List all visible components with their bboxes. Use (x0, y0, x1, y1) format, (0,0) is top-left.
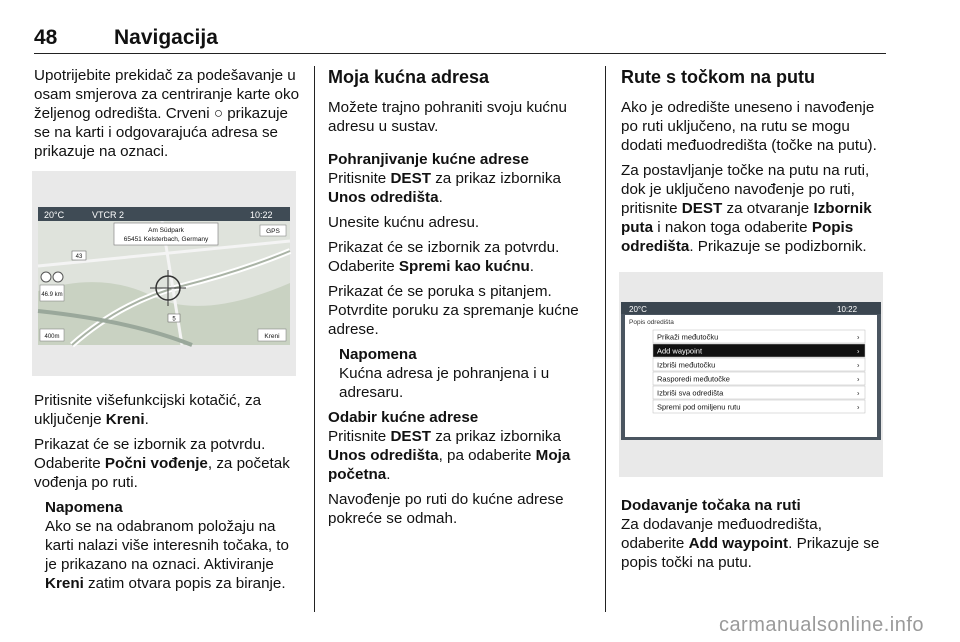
menu-time: 10:22 (837, 305, 858, 314)
distance-readout: 46.9 km (41, 292, 63, 298)
paragraph: Pritisnite DEST za prikaz izbornika Unos odredišta. (328, 170, 561, 206)
column-divider-1 (314, 66, 315, 612)
chevron-right-icon: › (857, 402, 860, 412)
paragraph: Navođenje po ruti do kućne adrese pokreće se odmah. (328, 491, 564, 527)
menu-item-label: Izbriši međutočku (657, 360, 716, 370)
term-kreni: Kreni (45, 575, 84, 592)
compass-icon[interactable] (41, 272, 51, 282)
paragraph: Prikazat će se izbornik za potvrdu. Odaberite Počni vođenje, za početak vođenja po ruti. (34, 436, 290, 491)
note-title: Napomena (45, 499, 123, 516)
paragraph: Unesite kućnu adresu. (328, 214, 480, 231)
chevron-right-icon: › (857, 374, 860, 384)
go-button-label: Kreni (264, 333, 280, 340)
map-screen (32, 171, 296, 376)
chevron-right-icon: › (857, 388, 860, 398)
header-rule (34, 53, 886, 54)
column-divider-2 (605, 66, 606, 612)
chevron-right-icon: › (857, 346, 860, 356)
zoom-icon[interactable] (53, 272, 63, 282)
term-kreni: Kreni (105, 411, 145, 428)
chevron-right-icon: › (857, 332, 860, 342)
map-street: VTCR 2 (92, 210, 125, 220)
map-temp: 20°C (44, 210, 65, 220)
page-number: 48 (34, 26, 58, 49)
paragraph: Upotrijebite prekidač za podešavanje u osam smjerova za centriranje karte oko željenog odredišta. Crveni ○ prikazuje se na karti i odgovarajuća adresa se prikazuje na oznaci. (34, 67, 300, 160)
page-header (34, 26, 886, 52)
paragraph: Za dodavanje međuodredišta, odaberite Add waypoint. Prikazuje se popis točki na putu. (621, 516, 880, 571)
menu-item-label: Prikaži međutočku (657, 332, 719, 342)
menu-title: Popis odredišta (629, 319, 674, 326)
paragraph: Pritisnite višefunkcijski kotačić, za uključenje Kreni. (34, 392, 262, 428)
note-block: Napomena Kućna adresa je pohranjena i u adresaru. (328, 345, 594, 402)
column-1 (34, 66, 300, 597)
menu-temp: 20°C (629, 305, 647, 314)
paragraph: Pritisnite DEST za prikaz izbornika Unos odredišta, pa odaberite Moja početna. (328, 428, 571, 483)
note-block: Napomena Ako se na odabranom položaju na karti nalazi više interesnih točaka, to je prikazano na oznaci. Aktiviranje Kreni zatim otvara popis za biranje. (34, 498, 300, 593)
section-title: Rute s točkom na putu (621, 67, 816, 87)
menu-item-label: Add waypoint (657, 346, 703, 356)
scale-readout: 400m (44, 334, 60, 340)
column-2 (328, 66, 594, 534)
watermark: carmanualsonline.info (718, 614, 924, 636)
gps-label: GPS (266, 228, 280, 235)
map-time: 10:22 (250, 210, 273, 220)
paragraph: Prikazat će se poruka s pitanjem. Potvrdite poruku za spremanje kućne adrese. (328, 283, 579, 338)
chapter-title: Navigacija (114, 26, 218, 49)
chevron-right-icon: › (857, 360, 860, 370)
menu-item-label: Izbriši sva odredišta (657, 388, 724, 398)
section-title: Moja kućna adresa (328, 67, 490, 87)
paragraph: Prikazat će se izbornik za potvrdu. Odaberite Spremi kao kućnu. (328, 239, 560, 275)
subsection-title: Dodavanje točaka na ruti (621, 497, 801, 514)
paragraph: Ako je odredište uneseno i navođenje po ruti uključeno, na rutu se mogu dodati međuodredišta (točke na putu). (621, 99, 877, 154)
menu-screen (619, 272, 883, 477)
menu-screen-figure (619, 272, 887, 482)
subsection-title: Pohranjivanje kućne adrese (328, 151, 529, 168)
map-label-line1: Am Südpark (148, 227, 184, 234)
term-pocni-vodenje: Počni vođenje (104, 455, 208, 472)
map-screen-figure (32, 171, 300, 381)
paragraph: Možete trajno pohraniti svoju kućnu adresu u sustav. (328, 99, 567, 135)
subsection-title: Odabir kućne adrese (328, 409, 479, 426)
route-number: 5 (172, 316, 176, 323)
map-label-line2: 65451 Kelsterbach, Germany (123, 236, 209, 243)
column-3 (621, 66, 887, 578)
menu-item-label: Rasporedi međutočke (657, 374, 730, 384)
menu-item-label: Spremi pod omiljenu rutu (657, 402, 741, 412)
note-title: Napomena (339, 346, 417, 363)
road-number: 43 (75, 254, 83, 260)
paragraph: Za postavljanje točke na putu na ruti, dok je uključeno navođenje po ruti, pritisnite DEST za otvaranje Izbornik puta i nakon toga odaberite Popis odredišta. Prikazuje se podizbornik. (621, 162, 872, 255)
